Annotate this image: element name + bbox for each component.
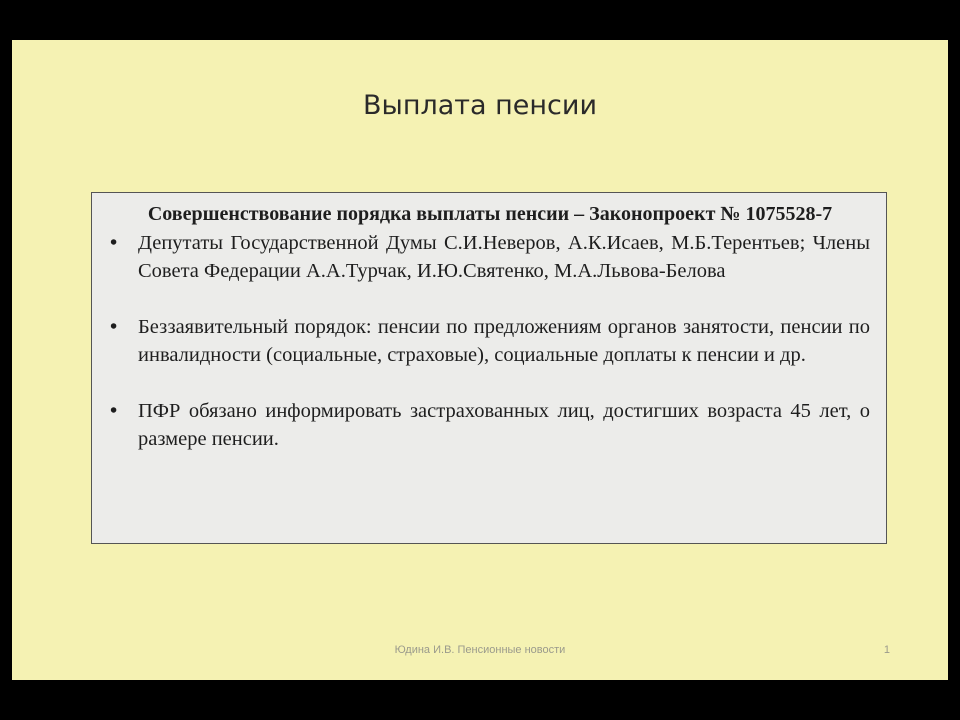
bullet-item [110,314,870,369]
slide-number: 1 [883,644,890,656]
slide-title: Выплата пенсии [362,90,597,121]
bullet-item [110,398,870,453]
bullet-text: Депутаты Государственной Думы С.И.Неверов, А.К.Исаев, М.Б.Терентьев; Члены Совета Федерации А.А.Турчак, И.Ю.Святенко, М.А.Львова-Белова [138,232,870,282]
bullet-icon: • [110,316,118,338]
box-heading: Совершенствование порядка выплаты пенсии – Законопроект № 1075528-7 [147,203,833,225]
slide [12,40,948,680]
slide-footer: Юдина И.В. Пенсионные новости [394,644,566,656]
content-box [91,192,887,544]
bullet-icon: • [110,400,118,422]
bullet-icon: • [110,232,118,254]
bullet-text: ПФР обязано информировать застрахованных лиц, достигших возраста 45 лет, о размере пенсии. [138,400,870,450]
bullet-text: Беззаявительный порядок: пенсии по предложениям органов занятости, пенсии по инвалидности (социальные, страховые), социальные доплаты к пенсии и др. [138,316,870,366]
bullet-item [110,230,870,285]
